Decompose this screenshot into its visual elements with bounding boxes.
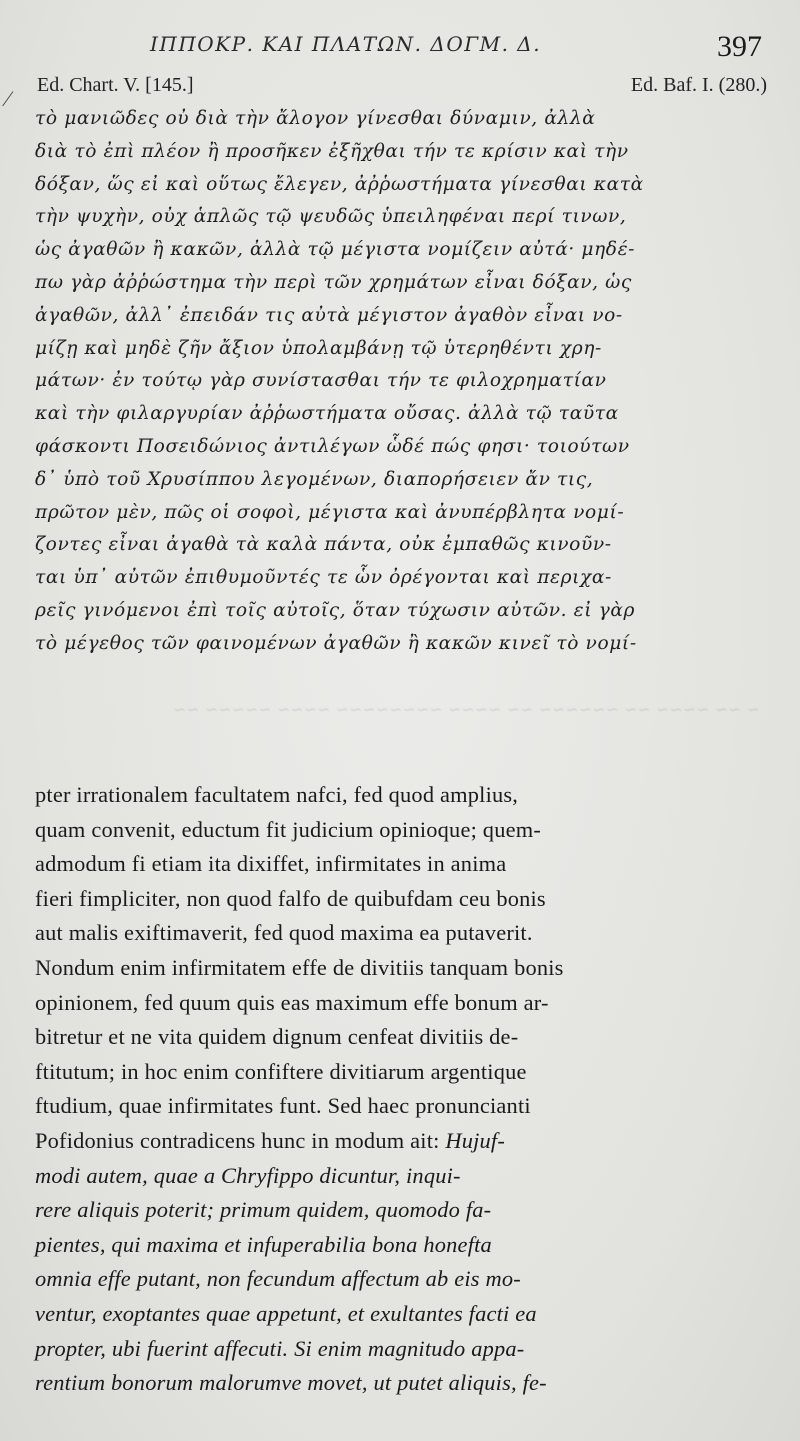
latin-line-quote: omnia effe putant, non fecundum affectum ab eis mo- xyxy=(35,1266,521,1292)
greek-line: τὸ μανιῶδες οὐ διὰ τὴν ἄλογον γίνεσθαι δύναμιν, ἀλλὰ xyxy=(35,108,596,129)
greek-line: τὸ μέγεθος τῶν φαινομένων ἀγαθῶν ἢ κακῶν κινεῖ τὸ νομί- xyxy=(35,632,637,654)
latin-line: opinionem, fed quum quis eas maximum effe bonum ar- xyxy=(35,989,549,1015)
latin-line-roman-part: Pofidonius contradicens hunc in modum ait: xyxy=(35,1127,446,1153)
greek-line: διὰ τὸ ἐπὶ πλέον ἢ προσῆκεν ἐξῆχθαι τήν τε κρίσιν καὶ τὴν xyxy=(35,140,629,162)
edition-basel: Ed. Baf. I. (280.) xyxy=(630,74,767,96)
greek-line: καὶ τὴν φιλαργυρίαν ἀῤῥωστήματα οὔσας. ἀλλὰ τῷ ταῦτα xyxy=(35,403,619,425)
latin-line: aut malis exiftimaverit, fed quod maxima ea putaverit. xyxy=(35,920,533,946)
greek-line: ζοντες εἶναι ἀγαθὰ τὰ καλὰ πάντα, οὐκ ἐμπαθῶς κινοῦν- xyxy=(35,534,612,556)
edition-chartier: Ed. Chart. V. [145.] xyxy=(37,74,194,96)
greek-line: μίζῃ καὶ μηδὲ ζῆν ἄξιον ὑπολαμβάνῃ τῷ ὑτερηθέντι χρη- xyxy=(35,337,602,359)
latin-line-quote: ventur, exoptantes quae appetunt, et exultantes facti ea xyxy=(35,1300,537,1326)
greek-line: πω γὰρ ἀῤῥώστημα τὴν περὶ τῶν χρημάτων εἶναι δόξαν, ὡς xyxy=(35,271,632,293)
latin-line: Nondum enim infirmitatem effe de divitiis tanquam bonis xyxy=(35,954,564,980)
latin-line: admodum fi etiam ita dixiffet, infirmitates in anima xyxy=(35,851,507,877)
latin-line: ftitutum; in hoc enim confiftere divitiarum argentique xyxy=(35,1058,527,1084)
latin-line-quote: propter, ubi fuerint affecuti. Si enim magnitudo appa- xyxy=(35,1335,525,1361)
greek-line: δόξαν, ὥς εἰ καὶ οὕτως ἔλεγεν, ἀῤῥωστήματα γίνεσθαι κατὰ xyxy=(35,173,644,195)
latin-line: fieri fimpliciter, non quod falfo de quibufdam ceu bonis xyxy=(35,885,546,911)
page-number: 397 xyxy=(717,30,762,63)
margin-tick-mark: ⁄ xyxy=(6,86,10,111)
greek-line: φάσκοντι Ποσειδώνιος ἀντιλέγων ὧδέ πώς φησι· τοιούτων xyxy=(35,435,630,457)
latin-line-quote: pientes, qui maxima et infuperabilia bona honefta xyxy=(35,1231,492,1257)
page-header xyxy=(0,30,800,62)
latin-line: ftudium, quae infirmitates funt. Sed haec pronuncianti xyxy=(35,1093,531,1119)
greek-line: τὴν ψυχὴν, οὐχ ἁπλῶς τῷ ψευδῶς ὑπειληφέναι περί τινων, xyxy=(35,206,627,228)
greek-line: μάτων· ἐν τούτῳ γὰρ συνίστασθαι τήν τε φιλοχρηματίαν xyxy=(35,370,607,392)
latin-line xyxy=(35,1124,770,1159)
greek-line: δ᾽ ὑπὸ τοῦ Χρυσίππου λεγομένων, διαπορήσειεν ἄν τις, xyxy=(35,468,594,490)
latin-line-quote: rentium bonorum malorumve movet, ut putet aliquis, fe- xyxy=(35,1370,547,1396)
greek-line: ὡς ἀγαθῶν ἢ κακῶν, ἀλλὰ τῷ μέγιστα νομίζειν αὐτά· μηδέ- xyxy=(35,239,636,261)
greek-line: ται ὑπ᾽ αὐτῶν ἐπιθυμοῦντές τε ὧν ὀρέγονται καὶ περιχα- xyxy=(35,567,612,589)
show-through-ink: ~ ~~ ~~~~ ~~ ~~~~~~ ~~ ~~~~ ~~~~~~~~ ~~~~ ~~~~~ ~~ xyxy=(172,700,760,719)
greek-line: ρεῖς γινόμενοι ἐπὶ τοῖς αὐτοῖς, ὅταν τύχωσιν αὐτῶν. εἰ γὰρ xyxy=(35,599,636,621)
latin-line-quote: rere aliquis poterit; primum quidem, quomodo fa- xyxy=(35,1197,492,1223)
latin-line-italic-part: Hujuf- xyxy=(445,1127,506,1153)
latin-line: pter irrationalem facultatem nafci, fed quod amplius, xyxy=(35,782,519,807)
latin-line: quam convenit, eductum fit judicium opinioque; quem- xyxy=(35,816,542,842)
greek-line: πρῶτον μὲν, πῶς οἱ σοφοὶ, μέγιστα καὶ ἀνυπέρβλητα νομί- xyxy=(35,501,625,523)
latin-line-quote: modi autem, quae a Chryfippo dicuntur, inqui- xyxy=(35,1162,461,1188)
greek-line: ἀγαθῶν, ἀλλ᾽ ἐπειδάν τις αὐτὰ μέγιστον ἀγαθὸν εἶναι νο- xyxy=(35,304,623,326)
edition-references xyxy=(37,74,767,100)
running-title: ΙΠΠΟΚΡ. ΚΑΙ ΠΛΑΤΩΝ. ΔΟΓΜ. Δ. xyxy=(150,32,542,56)
latin-line: bitretur et ne vita quidem dignum cenfeat divitiis de- xyxy=(35,1024,519,1050)
greek-text-block xyxy=(35,103,770,661)
latin-translation-block xyxy=(35,778,770,1401)
